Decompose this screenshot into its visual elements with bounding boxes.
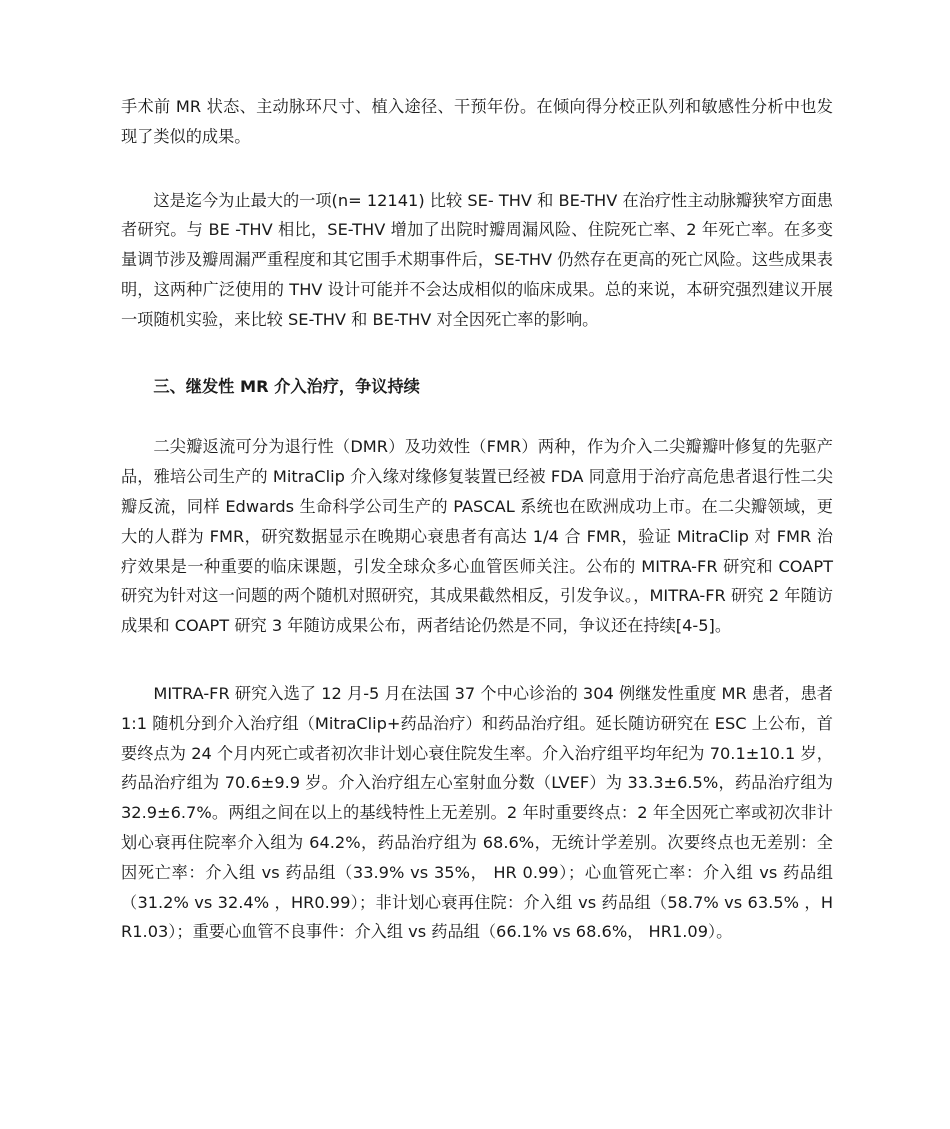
document-page xyxy=(121,92,833,947)
paragraph-2: 这是迄今为止最大的一项(n= 12141) 比较 SE- THV 和 BE-THV 在治疗性主动脉瓣狭窄方面患者研究。与 BE -THV 相比，SE-THV 增加了出院时瓣周漏风险、住院死亡率、2 年死亡率。在多变量调节涉及瓣周漏严重程度和其它围手术期事件后，SE-THV 仍然存在更高的死亡风险。这些成果表明，这两种广泛使用的 THV 设计可能并不会达成相似的临床成果。总的来说，本研究强烈建议开展一项随机实验，来比较 SE-THV 和 BE-THV 对全因死亡率的影响。 xyxy=(121,190,833,329)
paragraph-4: MITRA-FR 研究入选了 12 月-5 月在法国 37 个中心诊治的 304 例继发性重度 MR 患者，患者 1:1 随机分到介入治疗组（MitraClip+药品治疗）和药品治疗组。延长随访研究在 ESC 上公布，首要终点为 24 个月内死亡或者初次非计划心衰住院发生率。介入治疗组平均年纪为 70.1±10.1 岁，药品治疗组为 70.6±9.9 岁。介入治疗组左心室射血分数（LVEF）为 33.3±6.5%，药品治疗组为 32.9±6.7%。两组之间在以上的基线特性上无差别。2 年时重要终点：2 年全因死亡率或初次非计划心衰再住院率介入组为 64.2%，药品治疗组为 68.6%，无统计学差别。次要终点也无差别：全因死亡率：介入组 vs 药品组（33.9% vs 35%， HR 0.99）；心血管死亡率：介入组 vs 药品组（31.2% vs 32.4% ，HR0.99）；非计划心衰再住院：介入组 vs 药品组（58.7% vs 63.5% ，HR1.03）；重要心血管不良事件：介入组 vs 药品组（66.1% vs 68.6%， HR1.09）。 xyxy=(121,683,833,942)
section-heading-3: 三、继发性 MR 介入治疗，争议持续 xyxy=(153,376,420,396)
paragraph-1: 手术前 MR 状态、主动脉环尺寸、植入途径、干预年份。在倾向得分校正队列和敏感性分析中也发现了类似的成果。 xyxy=(121,97,833,146)
paragraph-3: 二尖瓣返流可分为退行性（DMR）及功效性（FMR）两种，作为介入二尖瓣瓣叶修复的先驱产品，雅培公司生产的 MitraClip 介入缘对缘修复装置已经被 FDA 同意用于治疗高危患者退行性二尖瓣反流，同样 Edwards 生命科学公司生产的 PASCAL 系统也在欧洲成功上市。在二尖瓣领域，更大的人群为 FMR，研究数据显示在晚期心衰患者有高达 1/4 合 FMR，验证 MitraClip 对 FMR 治疗效果是一种重要的临床课题，引发全球众多心血管医师关注。公布的 MITRA-FR 研究和 COAPT 研究为针对这一问题的两个随机对照研究，其成果截然相反，引发争议。，MITRA-FR 研究 2 年随访成果和 COAPT 研究 3 年随访成果公布，两者结论仍然是不同，争议还在持续[4-5]。 xyxy=(121,437,833,636)
